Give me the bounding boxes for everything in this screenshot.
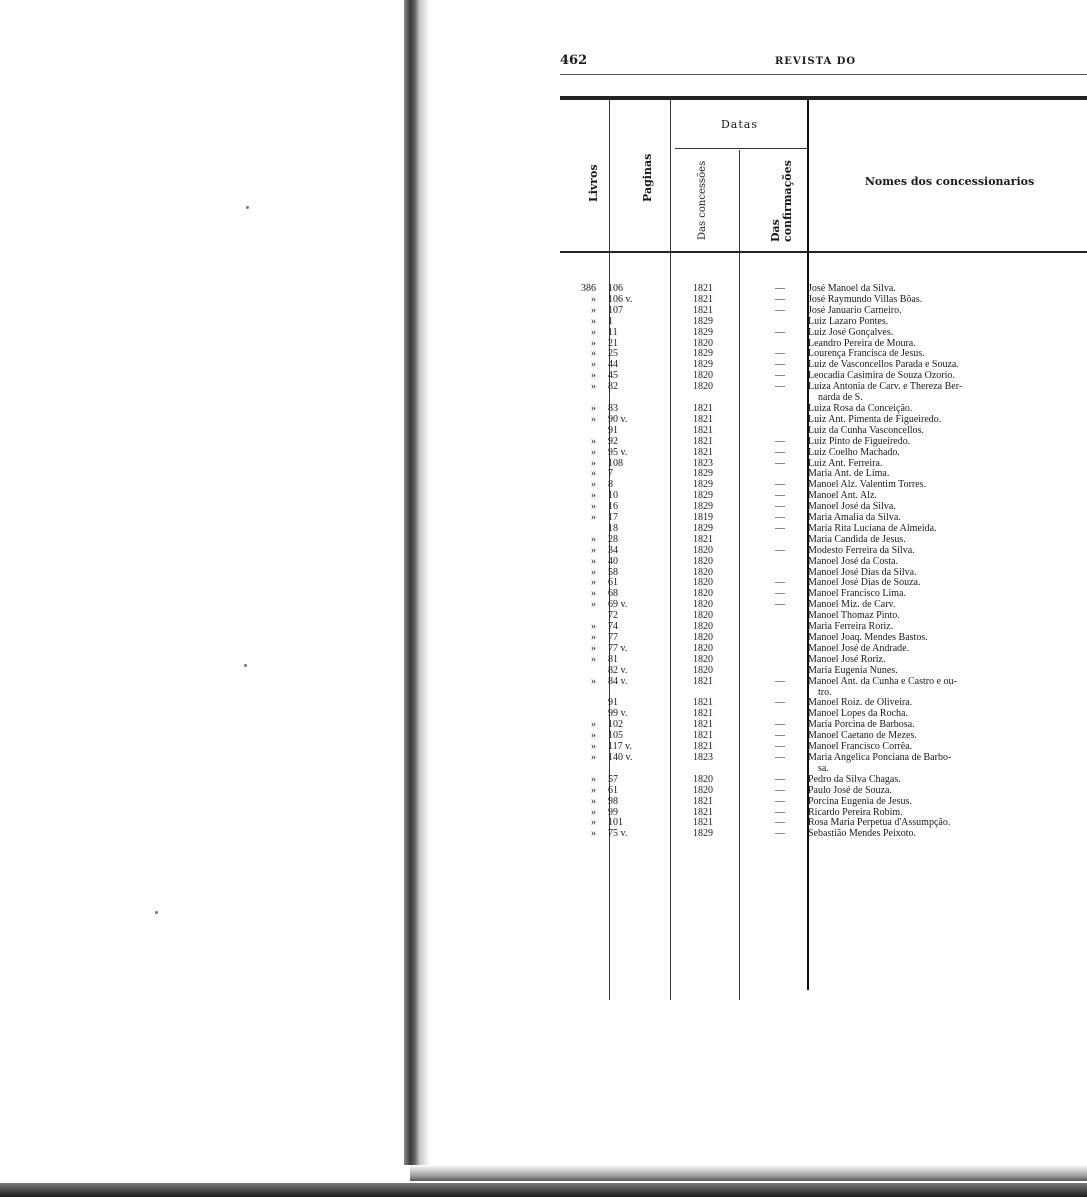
cell-concessao: 1821 <box>693 304 713 316</box>
spine-shadow <box>420 0 430 1165</box>
cell-livro: » <box>591 501 596 513</box>
cell-nome <box>808 829 1087 840</box>
table-row <box>560 328 1087 339</box>
nome-line: Manoel José da Costa. <box>808 555 898 567</box>
cell-concessao: 1821 <box>693 435 713 447</box>
nome-line: Leocadia Casimira de Souza Ozorio. <box>808 370 955 382</box>
nome-line: Luiza Antonia de Carv. e Thereza Ber- <box>808 381 963 393</box>
cell-nome <box>808 382 1087 404</box>
header-concessoes: Das concessões <box>697 160 708 240</box>
cell-confirmacao: — <box>775 719 785 731</box>
nome-line: Maria Candida de Jesus. <box>808 533 906 545</box>
cell-livro: » <box>591 544 596 556</box>
nome-line: Manoel José Dias da Silva. <box>808 566 917 578</box>
cell-livro: » <box>591 468 596 480</box>
cell-livro: » <box>591 370 596 382</box>
cell-concessao: 1820 <box>693 599 713 611</box>
cell-concessao: 1821 <box>693 708 713 720</box>
nome-line: Manoel José da Silva. <box>808 501 896 513</box>
cell-pagina: 81 <box>608 653 618 665</box>
cell-concessao: 1823 <box>693 457 713 469</box>
cell-concessao: 1829 <box>693 326 713 338</box>
cell-concessao: 1820 <box>693 773 713 785</box>
cell-pagina: 77 <box>608 632 618 643</box>
cell-pagina: 75 v. <box>608 828 628 840</box>
nome-line: Manoel Thomaz Pinto. <box>808 610 900 622</box>
cell-livro: » <box>591 795 596 807</box>
cell-pagina: 72 <box>608 610 618 622</box>
cell-nome <box>808 797 1087 808</box>
table-row <box>560 666 1087 677</box>
cell-pagina: 21 <box>608 337 618 349</box>
cell-confirmacao: — <box>775 697 785 709</box>
cell-nome <box>808 317 1087 328</box>
cell-nome <box>808 448 1087 459</box>
cell-confirmacao: — <box>775 490 785 502</box>
table-body <box>560 284 1087 840</box>
table-top-rule <box>560 96 1087 100</box>
cell-concessao: 1829 <box>693 490 713 502</box>
book-spine <box>404 0 420 1165</box>
cell-livro: » <box>591 533 596 545</box>
nome-line: Manoel Ant. da Cunha e Castro e ou- <box>808 675 957 687</box>
cell-pagina: 10 <box>608 490 618 502</box>
cell-concessao: 1820 <box>693 566 713 578</box>
cell-confirmacao: — <box>775 806 785 818</box>
cell-pagina: 57 <box>608 773 618 785</box>
cell-pagina: 95 v. <box>608 446 628 458</box>
header-livros: Livros <box>587 164 600 202</box>
cell-livro: » <box>591 337 596 349</box>
nome-line: Luiz Ant. Pimenta de Figueiredo. <box>808 413 942 425</box>
nome-line: Maria Angelica Ponciana de Barbo- <box>808 751 952 763</box>
cell-confirmacao: — <box>775 741 785 753</box>
nome-line: narda de S. <box>818 392 863 404</box>
nome-line: José Raymundo Villas Bôas. <box>808 293 923 305</box>
cell-concessao: 1820 <box>693 555 713 567</box>
cell-pagina: 102 <box>608 719 623 731</box>
cell-livro: » <box>591 719 596 731</box>
cell-pagina: 98 <box>608 795 618 807</box>
cell-livro: » <box>591 512 596 524</box>
cell-concessao: 1821 <box>693 697 713 709</box>
cell-concessao: 1829 <box>693 315 713 327</box>
cell-livro: » <box>591 413 596 425</box>
cell-pagina: 34 <box>608 544 618 556</box>
cell-pagina: 82 <box>608 381 618 393</box>
cell-livro: » <box>591 621 596 633</box>
cell-confirmacao: — <box>775 828 785 840</box>
cell-concessao: 1821 <box>693 795 713 807</box>
header-nomes: Nomes dos concessionarios <box>864 175 1035 188</box>
table-row <box>560 437 1087 448</box>
cell-confirmacao: — <box>775 522 785 534</box>
table-row <box>560 382 1087 404</box>
nome-line: tro. <box>818 686 832 698</box>
cell-concessao: 1820 <box>693 544 713 556</box>
cell-livro: » <box>591 435 596 447</box>
nome-line: Maria Eugenia Nunes. <box>808 664 898 676</box>
nome-line: Leandro Pereira de Moura. <box>808 337 916 349</box>
nome-line: Manoel José Roriz. <box>808 653 886 665</box>
cell-pagina: 61 <box>608 784 618 796</box>
cell-concessao: 1821 <box>693 413 713 425</box>
table-row <box>560 797 1087 808</box>
cell-pagina: 105 <box>608 730 623 742</box>
nome-line: Manoel José Dias de Souza. <box>808 577 921 589</box>
nome-line: sa. <box>818 762 829 774</box>
cell-pagina: 61 <box>608 577 618 589</box>
cell-confirmacao: — <box>775 730 785 742</box>
nome-line: Luiz Lazaro Pontes. <box>808 315 889 327</box>
cell-concessao: 1829 <box>693 522 713 534</box>
cell-livro: » <box>591 326 596 338</box>
cell-livro: » <box>591 304 596 316</box>
nome-line: Luiz José Gonçalves. <box>808 326 894 338</box>
cell-pagina: 77 v. <box>608 642 628 654</box>
nome-line: Manoel Ant. Alz. <box>808 490 877 502</box>
cell-nome <box>808 328 1087 339</box>
cell-pagina: 8 <box>608 479 613 491</box>
cell-livro: 386 <box>581 283 596 294</box>
cell-confirmacao: — <box>775 304 785 316</box>
nome-line: Luiz Coelho Machado. <box>808 446 900 458</box>
table-row <box>560 677 1087 699</box>
cell-nome <box>808 753 1087 775</box>
cell-concessao: 1820 <box>693 632 713 643</box>
cell-concessao: 1821 <box>693 283 713 294</box>
cell-livro: » <box>591 653 596 665</box>
cell-confirmacao: — <box>775 293 785 305</box>
cell-livro: » <box>591 588 596 600</box>
cell-confirmacao: — <box>775 326 785 338</box>
scan-speck <box>244 664 247 667</box>
cell-concessao: 1829 <box>693 359 713 371</box>
cell-pagina: 45 <box>608 370 618 382</box>
cell-livro: » <box>591 348 596 360</box>
table-row <box>560 753 1087 775</box>
cell-concessao: 1820 <box>693 784 713 796</box>
cell-confirmacao: — <box>775 446 785 458</box>
cell-nome <box>808 677 1087 699</box>
cell-concessao: 1829 <box>693 348 713 360</box>
cell-livro: » <box>591 730 596 742</box>
cell-confirmacao: — <box>775 435 785 447</box>
cell-pagina: 1 <box>608 315 613 327</box>
running-head: REVISTA DO <box>775 56 857 67</box>
cell-pagina: 58 <box>608 566 618 578</box>
cell-pagina: 92 <box>608 435 618 447</box>
cell-pagina: 99 v. <box>608 708 628 720</box>
nome-line: Luiz de Vasconcellos Parada e Souza. <box>808 359 959 371</box>
nome-line: Manoel Francisco Lima. <box>808 588 907 600</box>
nome-line: Luiz da Cunha Vasconcellos. <box>808 424 924 436</box>
nome-line: Paulo José de Souza. <box>808 784 892 796</box>
cell-nome <box>808 786 1087 797</box>
cell-livro: » <box>591 479 596 491</box>
cell-confirmacao: — <box>775 784 785 796</box>
cell-concessao: 1821 <box>693 741 713 753</box>
nome-line: Pedro da Silva Chagas. <box>808 773 901 785</box>
cell-confirmacao: — <box>775 479 785 491</box>
nome-line: Ricardo Pereira Robim. <box>808 806 903 818</box>
cell-pagina: 108 <box>608 457 623 469</box>
cell-confirmacao: — <box>775 588 785 600</box>
cell-livro: » <box>591 490 596 502</box>
cell-pagina: 117 v. <box>608 741 632 753</box>
cell-concessao: 1821 <box>693 817 713 829</box>
nome-line: Manoel Lopes da Rocha. <box>808 708 908 720</box>
cell-concessao: 1829 <box>693 479 713 491</box>
cell-concessao: 1821 <box>693 424 713 436</box>
cell-concessao: 1820 <box>693 337 713 349</box>
cell-confirmacao: — <box>775 381 785 393</box>
cell-livro: » <box>591 751 596 763</box>
cell-concessao: 1820 <box>693 653 713 665</box>
table-row <box>560 786 1087 797</box>
cell-livro: » <box>591 359 596 371</box>
table-row <box>560 557 1087 568</box>
scan-bottom-edge <box>0 1183 1087 1197</box>
cell-pagina: 40 <box>608 555 618 567</box>
cell-confirmacao: — <box>775 512 785 524</box>
cell-pagina: 17 <box>608 512 618 524</box>
cell-confirmacao: — <box>775 283 785 294</box>
cell-confirmacao: — <box>775 773 785 785</box>
cell-livro: » <box>591 402 596 414</box>
page-number: 462 <box>560 53 588 68</box>
header-confirmacoes: Das confirmações <box>769 160 794 242</box>
nome-line: Rosa Maria Perpetua d'Assumpção. <box>808 817 951 829</box>
cell-confirmacao: — <box>775 348 785 360</box>
cell-pagina: 83 <box>608 402 618 414</box>
cell-concessao: 1820 <box>693 642 713 654</box>
cell-concessao: 1821 <box>693 293 713 305</box>
cell-pagina: 106 <box>608 283 623 294</box>
cell-confirmacao: — <box>775 359 785 371</box>
cell-concessao: 1820 <box>693 610 713 622</box>
nome-line: Manoel Roiz. de Oliveira. <box>808 697 913 709</box>
cell-pagina: 101 <box>608 817 623 829</box>
cell-confirmacao: — <box>775 675 785 687</box>
cell-confirmacao: — <box>775 370 785 382</box>
cell-livro: » <box>591 817 596 829</box>
cell-confirmacao: — <box>775 751 785 763</box>
cell-livro: » <box>591 773 596 785</box>
cell-livro: » <box>591 315 596 327</box>
cell-livro: » <box>591 675 596 687</box>
cell-livro: » <box>591 806 596 818</box>
cell-pagina: 84 v. <box>608 675 628 687</box>
nome-line: Manoel Miz. de Carv. <box>808 599 896 611</box>
head-rule <box>560 74 1087 75</box>
cell-concessao: 1820 <box>693 370 713 382</box>
nome-line: Lourença Francisca de Jesus. <box>808 348 925 360</box>
cell-concessao: 1821 <box>693 402 713 414</box>
cell-pagina: 106 v. <box>608 293 633 305</box>
nome-line: Manoel Francisco Corrêa. <box>808 741 913 753</box>
cell-concessao: 1821 <box>693 446 713 458</box>
cell-concessao: 1821 <box>693 675 713 687</box>
nome-line: Modesto Ferreira da Silva. <box>808 544 915 556</box>
cell-pagina: 90 v. <box>608 413 628 425</box>
cell-concessao: 1821 <box>693 533 713 545</box>
cell-pagina: 18 <box>608 522 618 534</box>
nome-line: Maria Rita Luciana de Almeida. <box>808 522 937 534</box>
cell-livro: » <box>591 599 596 611</box>
cell-confirmacao: — <box>775 457 785 469</box>
cell-livro: » <box>591 293 596 305</box>
cell-livro: » <box>591 577 596 589</box>
header-bottom-rule <box>560 251 1087 253</box>
nome-line: Manoel Joaq. Mendes Bastos. <box>808 632 928 643</box>
cell-livro: » <box>591 566 596 578</box>
cell-concessao: 1820 <box>693 577 713 589</box>
page-bottom-edge <box>410 1165 1087 1181</box>
cell-livro: » <box>591 784 596 796</box>
nome-line: Maria Ant. de Lima. <box>808 468 890 480</box>
cell-livro: » <box>591 741 596 753</box>
cell-concessao: 1820 <box>693 381 713 393</box>
cell-concessao: 1821 <box>693 806 713 818</box>
nome-line: Luiz Pinto de Figueiredo. <box>808 435 911 447</box>
cell-nome <box>808 666 1087 677</box>
cell-pagina: 7 <box>608 468 613 480</box>
table-row <box>560 448 1087 459</box>
nome-line: Maria Porcina de Barbosa. <box>808 719 915 731</box>
header-paginas: Paginas <box>641 153 654 202</box>
cell-confirmacao: — <box>775 501 785 513</box>
cell-concessao: 1823 <box>693 751 713 763</box>
cell-pagina: 99 <box>608 806 618 818</box>
cell-livro: » <box>591 457 596 469</box>
cell-livro: » <box>591 642 596 654</box>
cell-pagina: 82 v. <box>608 664 628 676</box>
cell-confirmacao: — <box>775 817 785 829</box>
scan-speck <box>246 206 249 209</box>
nome-line: José Manoel da Silva. <box>808 283 896 294</box>
cell-confirmacao: — <box>775 795 785 807</box>
cell-livro: » <box>591 446 596 458</box>
header-datas: Datas <box>720 118 758 131</box>
cell-confirmacao: — <box>775 577 785 589</box>
cell-pagina: 69 v. <box>608 599 628 611</box>
cell-livro: » <box>591 632 596 643</box>
cell-concessao: 1820 <box>693 588 713 600</box>
scan-speck <box>155 911 158 914</box>
cell-confirmacao: — <box>775 544 785 556</box>
cell-livro: » <box>591 381 596 393</box>
nome-line: Maria Amalia da Silva. <box>808 512 901 524</box>
nome-line: Porcina Eugenia de Jesus. <box>808 795 912 807</box>
cell-pagina: 140 v. <box>608 751 633 763</box>
nome-line: Luiza Rosa da Conceição. <box>808 402 913 414</box>
cell-concessao: 1829 <box>693 501 713 513</box>
cell-pagina: 68 <box>608 588 618 600</box>
cell-pagina: 16 <box>608 501 618 513</box>
cell-concessao: 1820 <box>693 621 713 633</box>
cell-pagina: 91 <box>608 424 618 436</box>
cell-pagina: 28 <box>608 533 618 545</box>
cell-pagina: 107 <box>608 304 623 316</box>
nome-line: Maria Ferreira Roriz. <box>808 621 894 633</box>
nome-line: Luiz Ant. Ferreira. <box>808 457 883 469</box>
cell-confirmacao: — <box>775 599 785 611</box>
cell-concessao: 1829 <box>693 828 713 840</box>
cell-livro: » <box>591 828 596 840</box>
cell-pagina: 44 <box>608 359 618 371</box>
table-row <box>560 829 1087 840</box>
cell-pagina: 11 <box>608 326 618 338</box>
nome-line: Manoel Alz. Valentim Torres. <box>808 479 927 491</box>
cell-concessao: 1829 <box>693 468 713 480</box>
table-row <box>560 317 1087 328</box>
nome-line: Manoel Caetano de Mezes. <box>808 730 917 742</box>
cell-pagina: 25 <box>608 348 618 360</box>
cell-livro: » <box>591 555 596 567</box>
cell-pagina: 74 <box>608 621 618 633</box>
nome-line: José Januario Carneiro. <box>808 304 902 316</box>
cell-nome <box>808 557 1087 568</box>
cell-concessao: 1821 <box>693 730 713 742</box>
nome-line: Manoel José de Andrade. <box>808 642 910 654</box>
nome-line: Sebastião Mendes Peixoto. <box>808 828 917 840</box>
cell-concessao: 1820 <box>693 664 713 676</box>
cell-pagina: 91 <box>608 697 618 709</box>
cell-concessao: 1819 <box>693 512 713 524</box>
cell-concessao: 1821 <box>693 719 713 731</box>
cell-nome <box>808 437 1087 448</box>
